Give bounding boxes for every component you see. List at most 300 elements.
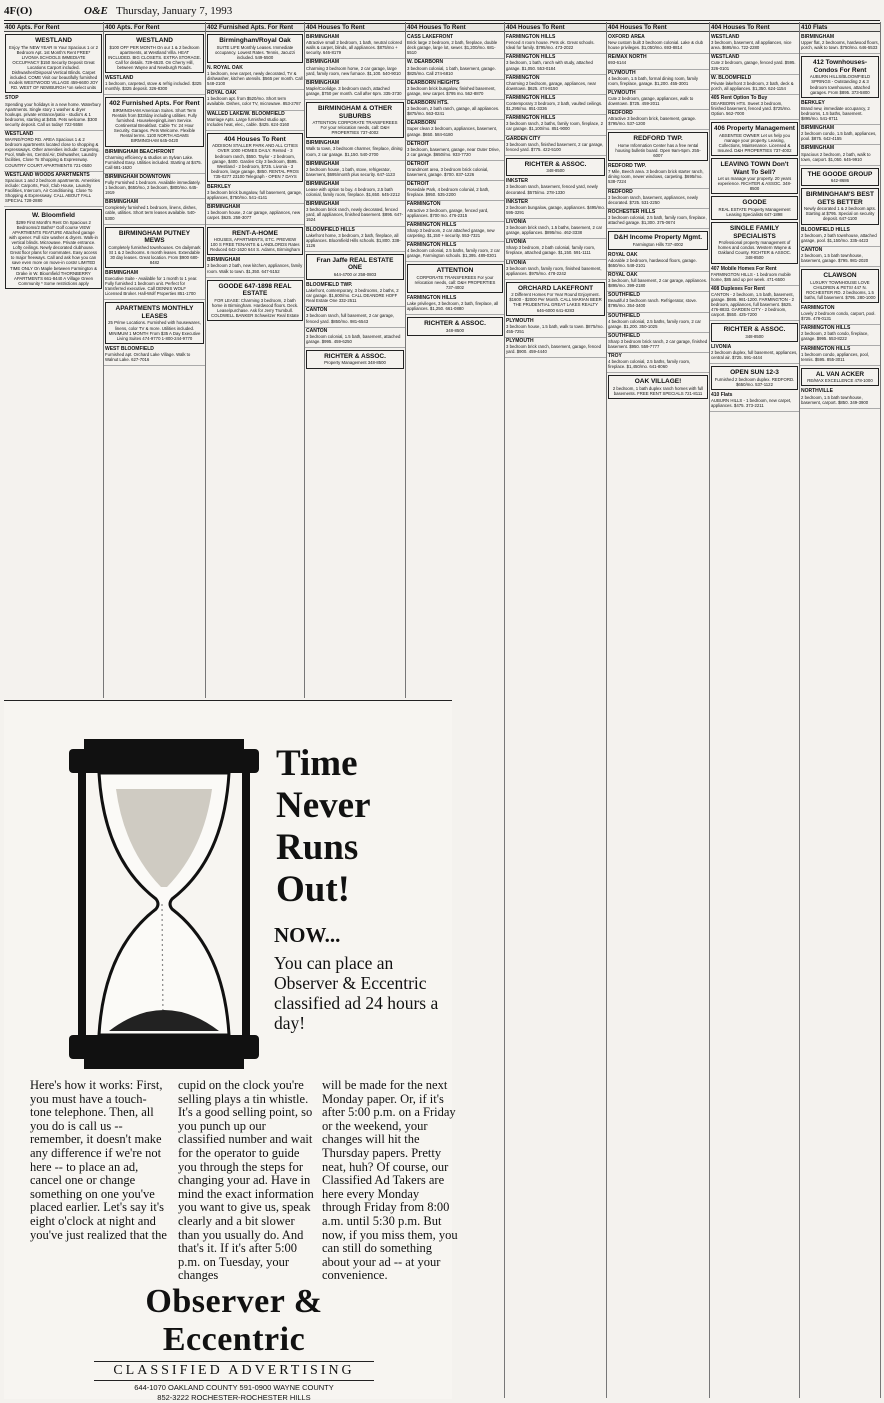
ad-text: Spacious 2 bedroom, 2 bath, walk to town, carport. $1,050. 645-9910 bbox=[801, 151, 871, 162]
ad-heading: RICHTER & ASSOC. bbox=[424, 320, 486, 328]
classified-ad bbox=[505, 34, 606, 54]
ad-text: 348-8500 bbox=[745, 333, 764, 339]
classified-ad bbox=[710, 392, 799, 412]
ad-heading: FARMINGTON HILLS bbox=[407, 221, 457, 228]
section-header: 404 Houses To Rent bbox=[305, 23, 405, 32]
ad-heading: RICHTER & ASSOC. bbox=[324, 352, 386, 360]
classified-ad bbox=[306, 254, 404, 280]
ad-heading: REDFORD TWP. bbox=[633, 135, 683, 143]
classified-ad bbox=[406, 34, 504, 59]
ad-text: Adorable 2 bedroom, hardwood floors, garage. $650/mo. 548-2101 bbox=[608, 257, 697, 268]
classified-ad bbox=[801, 269, 879, 303]
ad-text: Lease with option to buy. 4 bedroom, 2.5 bath colonial, family room, fireplace. $1,650. 645-2212 bbox=[306, 186, 400, 198]
classified-ad bbox=[305, 34, 405, 59]
ad-heading: FARMINGTON bbox=[407, 201, 441, 208]
ad-heading: BIRMINGHAM bbox=[801, 125, 835, 132]
ad-heading: PLYMOUTH bbox=[506, 337, 534, 344]
ad-text: ATTENTION CORPORATE TRANSFEREES For your relocation needs, call: D&H PROPERTIES 737-4002 bbox=[312, 120, 398, 136]
ad-heading: WESTLAND bbox=[5, 131, 34, 137]
ad-heading: FARMINGTON HILLS bbox=[506, 54, 556, 61]
classified-ad bbox=[607, 163, 709, 188]
ad-heading: BIRMINGHAM bbox=[105, 199, 139, 206]
classified-ad bbox=[506, 158, 605, 177]
ad-heading: 412 Townhouses-Condos For Rent bbox=[812, 59, 868, 74]
ad-text: 2 bedroom, 1 bath duplex ranch homes with full basements. FREE RENT SPECIALS 721-8111 bbox=[612, 385, 704, 396]
ad-text: Sharp 3 bedroom, 2 car attached garage, new carpeting. $1,150 + security. 553-7321 bbox=[407, 227, 495, 238]
ad-heading: RENT-A-HOME bbox=[232, 229, 278, 237]
ad-heading: CLAWSON bbox=[823, 272, 857, 280]
ad-text: 2 bedroom, 2 bath townhouse, attached garage, pool. $1,150/mo. 335-4423 bbox=[801, 232, 877, 243]
ad-heading: 402 Furnished Apts. For Rent bbox=[109, 100, 200, 108]
classified-ad bbox=[607, 313, 709, 333]
classified-column bbox=[505, 22, 607, 1398]
ad-text: Furnished apt. Orchard Lake Village. Walk to Walnut Lake. 627-7016 bbox=[105, 351, 191, 363]
ad-heading: 404 Houses To Rent bbox=[224, 135, 286, 143]
classified-ad bbox=[505, 75, 606, 95]
ad-heading: CASS LAKEFRONT bbox=[407, 34, 454, 41]
oe-logo bbox=[84, 1283, 384, 1402]
ad-text: Lake privileges, 3 bedroom, 2 bath, fireplace, all appliances. $1,250. 661-0880 bbox=[407, 301, 499, 312]
ad-heading: W. Bloomfield bbox=[32, 212, 75, 220]
classified-column bbox=[800, 22, 881, 1398]
ad-text: BIRMINGHAM American Suites. Short Term Rentals from $33/day including utilities. Fully furnished. Housekeeping/Linen Service. Continental Breakfast. Cable TV. 24 Hour Security. Garages. Pets Welcome. Flexible Rental terms. 1100 NORTH ADAMS BIRMINGHAM 645-0420 bbox=[112, 107, 197, 144]
ad-text: Upper flat, 2 bedrooms, hardwood floors, porch, walk to town. $750/mo. 646-5533 bbox=[801, 40, 879, 51]
ad-text: Charming 3 bedroom home, 2 car garage, large yard, family room, new furnace. $1,100. 540-9010 bbox=[306, 65, 401, 76]
classified-ad bbox=[505, 115, 606, 135]
promo-body-col1: Here's how it works: First, you must have a touch-tone telephone. Then, all you do is call us -- remember, it doesn't make any difference if we're not here -- to place an ad, cancel one or change something on one you've placed earlier. Let's say it's eight o'clock at night and you've just realized that the bbox=[30, 1078, 167, 1242]
ad-text: New custom built 3 bedroom colonial. Lake & club house privileges. $1,050/mo. 693-8814 bbox=[608, 40, 704, 51]
classified-ad bbox=[800, 145, 880, 165]
ad-heading: LEAVING TOWN Don't Want To Sell? bbox=[720, 161, 789, 176]
ad-text: 4 bedroom colonial, 2.5 baths, family room, 2 car garage. $1,200. 350-1025 bbox=[608, 318, 701, 329]
ad-heading: BIRMINGHAM bbox=[207, 204, 241, 211]
classified-ad bbox=[711, 122, 798, 156]
classified-ad bbox=[207, 133, 303, 182]
promo-headline bbox=[276, 743, 446, 911]
ad-text: Furnished 2 bedroom duplex. REDFORD. $650/mo. 537-1122 bbox=[714, 376, 795, 387]
section-header: 400 Apts. For Rent bbox=[4, 23, 103, 32]
classified-ad bbox=[104, 75, 205, 95]
ad-heading: WESTLAND WOODS APARTMENTS bbox=[5, 171, 90, 178]
ad-heading: BERKLEY bbox=[801, 99, 825, 106]
classified-ad bbox=[505, 199, 606, 219]
ad-text: Sharp 3 bedroom brick ranch, 2 car garage, finished basement. $950. 559-7777 bbox=[608, 338, 708, 350]
ad-text: 2 bedroom bungalow, garage, appliances. $495/mo. 595-3291 bbox=[506, 204, 605, 215]
ad-heading: ROYAL OAK bbox=[207, 90, 237, 97]
classified-ad bbox=[406, 120, 504, 140]
classified-ad bbox=[104, 174, 205, 199]
ad-text: FARMINGTON HILLS - 1 bedroom mobile home, $85 and up per week. 471-6500 bbox=[711, 271, 791, 282]
classified-ad bbox=[505, 318, 606, 338]
classified-ad bbox=[800, 305, 880, 325]
classified-ad bbox=[505, 95, 606, 115]
ad-text: 2 bedroom, 2 bath condo, fireplace, garage. $995. 553-8222 bbox=[801, 331, 869, 342]
ad-heading: INKSTER bbox=[506, 178, 528, 185]
ad-heading: INKSTER bbox=[506, 198, 528, 205]
classified-ad bbox=[608, 231, 708, 250]
ad-heading: LIVONIA bbox=[711, 343, 732, 350]
ad-text: 3 bedroom ranch, finished basement, 2 car garage, fenced yard. $775. 422-5100 bbox=[506, 141, 604, 152]
ad-text: Newly decorated 1 & 2 bedroom apts. Starting at $795. Special on security deposit. 647-1100 bbox=[804, 206, 876, 222]
ad-text: $299 First Month's Rent On Spacious 2 Bedrooms/2 Baths!* Golf course VIEW APARTMENTS FEATURE Attached garage with opener. Full size washer & dryers. Walk-in vertical blinds. Microwave. Private entrance. Lofty ceilings. Newly decorated clubhouse. Great floor plans for roommates. Easy access to major freeways. Call and ask how you can save even more on move-in costs! LIMITED TIME ONLY On Maple between Farmington & Drake in W. Bloomfield THORNBERRY APARTMENTS 661-8440 A Village Green Community * Some restrictions apply bbox=[9, 219, 98, 286]
classified-ad bbox=[406, 222, 504, 242]
headline-word: Out! bbox=[276, 869, 350, 910]
ad-text: Cute 2 bedroom, garage, fenced yard. $595. 326-0101 bbox=[711, 60, 796, 71]
ad-heading: BIRMINGHAM bbox=[801, 34, 835, 41]
ad-text: 348-8500 bbox=[445, 327, 465, 333]
ad-heading: ROCHESTER HILLS bbox=[608, 208, 656, 215]
ad-heading: CANTON bbox=[306, 307, 328, 314]
ad-heading: WESTLAND bbox=[136, 37, 173, 45]
classified-ad bbox=[506, 282, 605, 316]
ad-text: Completely furnished townhouses. On dailymark St 1 & 2 bedrooms. 6 month leases. Extendable 30 day leases. Great location. From $900 680-8482 bbox=[108, 244, 201, 265]
ad-text: 642-8686 bbox=[830, 178, 850, 184]
classified-ad bbox=[505, 54, 606, 74]
classified-ad bbox=[505, 178, 606, 198]
ad-heading: PLYMOUTH bbox=[608, 69, 636, 76]
classified-ad bbox=[505, 136, 606, 156]
ad-text: 3 bedroom ranch, full basement, 2 car garage, fenced yard. $850/mo. 981-6543 bbox=[306, 313, 395, 324]
ad-text: Charming 2 bedroom, garage, appliances, near downtown. $625. 474-8150 bbox=[506, 80, 597, 91]
classified-ad bbox=[607, 110, 709, 130]
ad-text: 3 bedroom colonial, 1.5 bath, basement, attached garage. $995. 459-6250 bbox=[306, 333, 401, 344]
ad-text: 3 bedroom colonial, 1 bath, basement, garage. $825/mo. Call 274-6810 bbox=[407, 65, 496, 76]
classified-ad bbox=[206, 257, 304, 277]
classified-ad bbox=[207, 280, 303, 321]
ad-text: 693-6144 bbox=[608, 60, 627, 66]
classified-ad bbox=[207, 34, 303, 63]
ad-heading: BLOOMFIELD HILLS bbox=[306, 226, 355, 233]
ad-text: 3 bedroom brick ranch, newly decorated, fenced yard, all appliances, finished basement. $895. 647-1524 bbox=[306, 207, 403, 223]
ad-text: Property Management 348-8500 bbox=[324, 360, 386, 366]
classified-ad bbox=[801, 56, 879, 97]
ad-heading: OPEN SUN 12-3 bbox=[730, 369, 779, 377]
ad-text: 2 bedroom condo, 1.5 bath, appliances, pool. $875. 642-4155 bbox=[801, 131, 877, 142]
ad-text: 3 bedroom, basement, all appliances, nice area. $695/mo. 722-2280 bbox=[711, 40, 792, 51]
ad-heading: BIRMINGHAM & OTHER SUBURBS bbox=[317, 105, 393, 120]
ad-text: 3 bedroom, 2 bath ranch, garage, all appliances. $875/mo. 563-0241 bbox=[407, 106, 500, 117]
classified-ad bbox=[608, 375, 708, 399]
classified-ad bbox=[407, 317, 503, 336]
promo-subhead: You can place an Observer & Eccentric classified ad 24 hours a day! bbox=[274, 953, 439, 1033]
page-masthead bbox=[4, 4, 880, 21]
ad-heading: DEARBORN HTS. bbox=[407, 100, 449, 107]
page-number: 4F(O) bbox=[4, 5, 33, 17]
classified-ad bbox=[607, 252, 709, 272]
ad-heading: LIVONIA bbox=[506, 218, 527, 225]
classified-ad bbox=[104, 346, 205, 366]
ad-heading: ROYAL OAK bbox=[608, 272, 638, 278]
classified-ad bbox=[406, 161, 504, 181]
ad-heading: 408 Duplexes For Rent bbox=[711, 285, 765, 292]
ad-heading: RICHTER & ASSOC. bbox=[723, 326, 786, 334]
ad-text: 3 bedroom house, 1.5 bath, walk to town. $875/mo. 455-7251 bbox=[506, 323, 604, 334]
ad-heading: BIRMINGHAM bbox=[306, 79, 340, 86]
classified-ad bbox=[800, 247, 880, 267]
classified-ad bbox=[607, 70, 709, 90]
classified-ad bbox=[505, 239, 606, 259]
ad-heading: BIRMINGHAM bbox=[306, 180, 340, 187]
classified-ad bbox=[607, 54, 709, 69]
classified-ad bbox=[104, 199, 205, 224]
ad-heading: GARDEN CITY bbox=[506, 135, 541, 142]
ad-heading: 405 Rent Option To Buy bbox=[711, 94, 768, 101]
ad-text: Beautiful 3 bedroom ranch. Refrigerator, stove. $795/mo. 354-3400 bbox=[608, 298, 698, 309]
ad-text: 2 bedroom duplex, full basement, appliances, central air. $725. 591-4444 bbox=[711, 350, 798, 361]
ad-text: 4 bedroom colonial, 2.5 baths, family room, fireplace. $1,450/mo. 641-8060 bbox=[608, 359, 691, 370]
ad-text: Attractive small 2 bedroom, 1 bath, neutral colored walls & carpet, blinds, all appliances. $875/mo + security. 646-8179 bbox=[306, 40, 403, 56]
ad-heading: APARTMENTS MONTHLY LEASES bbox=[115, 305, 194, 320]
ad-text: HOUSES, APARTMENTS, ETC. PREVIEW 100 S FREE TENANTS & LANDLORDS Rates Reduced 642-1620 644 S. Adams, Birmingham bbox=[210, 237, 300, 253]
classified-ad bbox=[607, 209, 709, 229]
ad-text: 4 bedroom, 1.5 bath, formal dining room, family room, fireplace, garage. $1,200. 455-3001 bbox=[608, 75, 699, 86]
ad-heading: GOODE 647-1898 REAL ESTATE bbox=[218, 282, 292, 298]
ad-text: Completely furnished 1 bedroom, linens, dishes, cable, utilities. Short term leases available. 540-5300 bbox=[105, 205, 197, 221]
classified-ad bbox=[104, 270, 205, 300]
ad-heading: WESTLAND bbox=[711, 54, 740, 61]
classified-ad bbox=[305, 161, 405, 181]
ad-text: Spacious 1 and 2 bedroom apartments. Amenities include: Carports, Pool, Club House, Laundry Facilities, Intercom, Air Conditioning. Close To Shopping & Expressway. CALL ABOUT FALL SPECIAL 728-2880 bbox=[5, 177, 101, 204]
ad-heading: BIRMINGHAM DOWNTOWN bbox=[105, 173, 171, 180]
classified-ad bbox=[710, 34, 799, 54]
logo-subtitle: CLASSIFIED ADVERTISING bbox=[94, 1361, 374, 1381]
classified-ad bbox=[305, 328, 405, 348]
ad-heading: WESTLAND bbox=[35, 37, 72, 45]
ad-text: Marriage Apts. Large furnished studio apt. Includes heat, elec., cable. $425. 624-3160 bbox=[207, 116, 290, 127]
ad-text: AUBURN HILLS/BLOOMFIELD SPRINGS - Outstanding 2 & 3 bedroom townhouses, attached garages. From $895. 373-5800 bbox=[809, 74, 871, 95]
ad-text: 2 Different Homes For Year Round Enjoyment. $1600 - $2000 Per Month. CALL MARIAN BEER THE PRUDENTIAL GREAT LAKES REALTY 646-6000 641-8283 bbox=[509, 292, 602, 313]
classified-column bbox=[305, 22, 406, 698]
ad-heading: ORCHARD LAKEFRONT bbox=[517, 284, 594, 292]
ad-heading: BERKLEY bbox=[207, 183, 231, 190]
classified-ad bbox=[5, 34, 102, 93]
ad-heading: BLOOMFIELD TWP. bbox=[306, 282, 353, 288]
ad-heading: Birmingham/Royal Oak bbox=[219, 37, 291, 45]
classified-column bbox=[607, 22, 710, 1398]
promo-ad bbox=[4, 700, 458, 1402]
ad-heading: DETROIT bbox=[407, 160, 429, 167]
classified-ad bbox=[305, 307, 405, 327]
ad-heading: BIRMINGHAM'S BEST GETS BETTER bbox=[806, 191, 874, 206]
classified-ad bbox=[607, 353, 709, 373]
classified-ad bbox=[710, 95, 799, 120]
classified-ad bbox=[406, 141, 504, 161]
classified-column bbox=[710, 22, 800, 1398]
classified-ad bbox=[711, 222, 798, 263]
ad-heading: STOP bbox=[5, 95, 19, 102]
ad-text: 2 bedroom, 1.5 bath townhouse, basement, garage. $795. 981-2020 bbox=[801, 252, 869, 264]
ad-text: ABSENTEE OWNER Let us help you manage your property. Leasing, Collections, Maintenance. Licensed & Insured. D&H PROPERTIES 737-4002 bbox=[717, 132, 792, 154]
promo-body-col3: will be made for the next Monday paper. Or, if it's after 5:00 p.m. on a Friday or the weekend, your changes will hit the Thursday papers. Pretty neat, huh? Of course, our Classified Ad Takers are here every Monday through Friday from 8:00 a.m. until 5:30 p.m. But now, if you miss them, you can still do something about your ad -- at your convenience. bbox=[322, 1078, 458, 1283]
classified-ad bbox=[406, 181, 504, 201]
ad-text: CORPORATE TRANSFEREES For your relocation needs, call: D&H PROPERTIES 737-4002 bbox=[414, 274, 496, 290]
ad-text: AUBURN HILLS - 1 bedroom, new carpet, appliances. $475. 373-2211 bbox=[711, 398, 792, 409]
classified-ad bbox=[206, 184, 304, 204]
ad-heading: NORTHVILLE bbox=[801, 388, 833, 395]
ad-heading: BIRMINGHAM bbox=[306, 34, 340, 41]
ad-text: Executive Suite - Available for 1 month to 1 year. Fully furnished 1 bedroom unit. Perfect for transferred executive. Call DENNIS WOLF Licensed Broker. Hall-Wolf Properties 851-1700 bbox=[105, 276, 198, 297]
ad-text: Cute 2 bedroom, garage, appliances, walk to downtown. $725. 459-2011 bbox=[608, 95, 694, 107]
classified-ad bbox=[407, 264, 503, 293]
ad-heading: DETROIT bbox=[407, 140, 429, 147]
ad-text: Lovely 2 bedroom condo, carport, pool. $725. 478-0131 bbox=[801, 311, 876, 322]
ad-text: CANTON - 2 bedroom, 1.5 bath, basement, garage. $695. 981-1200. FARMINGTON - 2 bedroom, appliances, full basement. $625. 476-8833. GARDEN CITY - 2 bedroom, carport. $550. 425-7200 bbox=[711, 291, 795, 318]
ad-heading: FARMINGTON HILLS bbox=[407, 295, 457, 302]
ad-text: 3 bedroom brick ranch, 1.5 baths, basement, 2 car garage, appliances. $895/mo. 462-3338 bbox=[506, 225, 603, 236]
ad-text: Contemporary 3 bedroom, 2 bath, vaulted ceilings. $1,295/mo. 851-3336 bbox=[506, 101, 603, 112]
ad-text: 348-8500 bbox=[546, 168, 565, 174]
headline-word: Never bbox=[276, 785, 371, 826]
classified-ad bbox=[505, 260, 606, 280]
classified-ad bbox=[305, 59, 405, 79]
ad-heading: FARMINGTON HILLS bbox=[801, 325, 851, 332]
ad-text: 3 bedroom 2 bath, new kitchen, appliances, family room. Walk to town. $1,350. 647-5152 bbox=[207, 263, 303, 274]
classified-ad bbox=[206, 204, 304, 224]
classified-ad bbox=[505, 338, 606, 358]
section-header: 400 Apts. For Rent bbox=[104, 23, 205, 32]
classified-ad bbox=[5, 209, 102, 289]
ad-heading: SOUTHFIELD bbox=[608, 332, 640, 339]
ad-text: 1 bedroom house, 2 car garage, appliances, new carpet. $625. 258-3077 bbox=[207, 210, 301, 221]
classified-ad bbox=[800, 34, 880, 54]
classified-ad bbox=[306, 350, 404, 369]
ad-heading: OAK VILLAGE! bbox=[634, 378, 682, 386]
ad-text: Sharp 3 bedroom, 2 bath colonial, family room, fireplace, attached garage. $1,150. 591-1111 bbox=[506, 245, 596, 256]
hourglass-icon bbox=[64, 739, 264, 1069]
ad-heading: 410 Flats bbox=[711, 391, 733, 398]
classified-ad bbox=[206, 111, 304, 131]
ad-heading: REDFORD bbox=[608, 188, 633, 195]
section-header: 404 Houses To Rent bbox=[607, 23, 709, 32]
ad-heading: BIRMINGHAM bbox=[801, 145, 835, 152]
ad-heading: FARMINGTON HILLS bbox=[801, 345, 851, 352]
ad-text: Attractive 3 bedroom brick, basement, garage. $795/mo. 537-1200 bbox=[608, 116, 697, 127]
ad-heading: FARMINGTON HILLS bbox=[407, 242, 457, 248]
classified-ad bbox=[305, 181, 405, 201]
classified-ad bbox=[711, 366, 798, 390]
ad-text: REAL ESTATE Property Management Leasing Specialists 647-1898 bbox=[718, 206, 791, 218]
classified-ad bbox=[207, 227, 303, 256]
ad-text: Lakefront, contemporary, 3 bedrooms, 2 baths, 2 car garage. $1,600/mo. CALL DEANDRE HOFF Real Estate One 332-2511 bbox=[306, 288, 399, 304]
ad-text: Brand new, immediate occupancy, 2 bedrooms, 1.5 baths, basement. $895/mo. 541-8711 bbox=[801, 105, 870, 122]
ad-heading: SOUTHFIELD bbox=[608, 292, 640, 299]
ad-heading: D&H Income Property Mgmt. bbox=[613, 234, 703, 242]
ad-heading: TROY bbox=[608, 353, 622, 360]
ad-heading: REDFORD bbox=[608, 110, 633, 117]
ad-text: 3 bedroom ranch, basement, appliances, newly decorated. $725. 531-2250 bbox=[608, 194, 699, 205]
classified-ad bbox=[305, 201, 405, 226]
classified-ad bbox=[306, 102, 404, 138]
phone-line-1: 644-1070 OAKLAND COUNTY 591-0900 WAYNE COUNTY bbox=[134, 1383, 334, 1392]
classified-ad bbox=[711, 158, 798, 194]
ad-text: LUXURY TOWNHOUSE LOVE CHILDREN & PETS! 447 N. ROCHESTER RD. 2 bedrooms, 1.5 baths, full basement. $795. 280-1000 bbox=[804, 279, 876, 300]
classified-ad bbox=[4, 95, 103, 131]
ad-text: Spending your holidays in a new home. Waterbury Apartments. Single story 1 washer & dryer hookups. private entrance/patio - studio's & 1 bedrooms, starting at $455. Pets welcome. $300 security deposit. Call us today! 722-5558 bbox=[5, 101, 101, 127]
classified-ad bbox=[710, 54, 799, 74]
classified-ad bbox=[607, 189, 709, 209]
ad-heading: BIRMINGHAM PUTNEY MEWS bbox=[118, 229, 191, 245]
classified-ad bbox=[105, 34, 204, 73]
ad-text: 3 bedroom, full basement, 2 car garage, appliances. $895/mo. 399-2180 bbox=[608, 278, 708, 289]
ad-text: 3 bedroom ranch, 2 baths, family room, fireplace, 2 car garage. $1,100/mo. 851-9000 bbox=[506, 121, 603, 132]
ad-heading: FARMINGTON HILLS bbox=[506, 34, 556, 41]
classified-ad bbox=[710, 344, 799, 364]
ad-text: Home Information Center has a free rental housing bulletin board. Open 9am-5pm. 255-6007 bbox=[615, 142, 701, 159]
ad-text: 1 bedroom apt. from $520/mo. Short term available. Dishes, color TV, microwave. 853-2787 bbox=[207, 96, 301, 107]
ad-heading: W. BLOOMFIELD bbox=[711, 74, 752, 81]
ad-heading: CANTON bbox=[801, 246, 823, 253]
paper-name: O&E bbox=[84, 5, 108, 17]
ad-heading: DETROIT bbox=[407, 181, 429, 188]
ad-text: Lakefront home, 3 bedroom, 2 bath, fireplace, all appliances. Bloomfield Hills schools. $1,800. 338-1126 bbox=[306, 232, 401, 248]
section-header: 402 Furnished Apts. For Rent bbox=[206, 23, 304, 32]
ad-text: 3 bedroom, 1 bath, ranch with study, attached garage. $1,050. 553-0184 bbox=[506, 60, 593, 71]
classified-ad bbox=[800, 125, 880, 145]
classified-column bbox=[4, 22, 104, 698]
ad-heading: BIRMINGHAM bbox=[306, 160, 340, 167]
section-header: 404 Houses To Rent bbox=[505, 23, 606, 32]
classified-ad bbox=[105, 97, 204, 146]
ad-heading: LIVONIA bbox=[506, 239, 527, 246]
classified-ad bbox=[607, 333, 709, 353]
ad-heading: WALLED LAKE/W. BLOOMFIELD bbox=[207, 110, 285, 117]
classified-ad bbox=[305, 227, 405, 252]
classified-ad bbox=[206, 65, 304, 90]
classified-column bbox=[104, 22, 206, 698]
classified-ad bbox=[710, 266, 799, 286]
ad-heading: RICHTER & ASSOC. bbox=[524, 160, 587, 168]
ad-text: DEARBORN HTS. Sweet 3 bedroom, finished basement, fenced yard. $725/mo. Option. 562-7000 bbox=[711, 101, 792, 117]
classified-ad bbox=[607, 90, 709, 110]
section-header: 404 Houses To Rent bbox=[710, 23, 799, 32]
classified-ad bbox=[305, 80, 405, 100]
ad-heading: N. ROYAL OAK bbox=[207, 64, 243, 71]
ad-text: Super clean 2 bedroom, appliances, basement, garage. $650. 584-6180 bbox=[407, 126, 498, 137]
section-header: 404 Houses To Rent bbox=[406, 23, 504, 32]
ad-heading: BIRMINGHAM bbox=[306, 59, 340, 66]
ad-text: 1 bedroom, new carpet, newly decorated, TV & dishwasher, kitchen utensils. $565 per month. Call 548-2100 bbox=[207, 70, 303, 87]
ad-text: 1 bedroom condo, appliances, pool, tennis. $595. 855-3011 bbox=[801, 351, 870, 362]
ad-heading: BLOOMFIELD HILLS bbox=[801, 226, 850, 233]
ad-heading: RE/MAX NORTH bbox=[608, 54, 647, 61]
ad-text: RE/MAX EXCELLENCE 478-1000 bbox=[807, 378, 873, 384]
ad-text: 3 bedroom ranch, family room, finished basement, appliances. $975/mo. 478-2242 bbox=[506, 265, 602, 276]
classified-ad bbox=[406, 100, 504, 120]
ad-text: Private lakefront 3 bedroom, 2 bath, deck & porch, all appliances. $1,350. 624-1154 bbox=[711, 80, 794, 91]
ad-heading: ROYAL OAK bbox=[608, 251, 638, 258]
classified-ad bbox=[607, 292, 709, 312]
ad-text: Maple/Coolidge. 3 bedroom ranch, attached garage, $750 per month. Call after 6pm. 335-3730 bbox=[306, 85, 402, 96]
ad-heading: DEARBORN HEIGHTS bbox=[407, 79, 460, 86]
ad-heading: BIRMINGHAM bbox=[207, 257, 241, 264]
ad-heading: DEARBORN bbox=[407, 120, 436, 127]
ad-heading: WESTLAND bbox=[105, 75, 134, 82]
ad-text: 3 bedroom, basement, garage, near Outer Drive, 2 car garage. $650/mo. 933-7720 bbox=[407, 146, 500, 157]
ad-text: 1 bedroom, carpeted, stove & refrig included. $325 monthly. $325 deposit. 326-8300 bbox=[105, 81, 202, 92]
ad-text: Professional property management of homes and condos. Western Wayne & Oakland County. RICHTER & ASSOC. 348-8500 bbox=[717, 240, 792, 261]
ad-heading: GOODE bbox=[742, 199, 767, 207]
classified-ad bbox=[801, 188, 879, 224]
ad-heading: PLYMOUTH bbox=[506, 317, 534, 324]
ad-text: Fully Furnished 1 bedroom. Available immediately. 1 bedroom, $650/mo, 2 bedroom, $800/mo. 645-1919 bbox=[105, 179, 201, 196]
ad-text: Attractive 2 bedroom, garage, fenced yard, appliances. $700 mo. 476-2315 bbox=[407, 207, 489, 218]
ad-heading: WESTLAND bbox=[711, 34, 740, 41]
classified-ad bbox=[710, 286, 799, 322]
ad-text: Rosedale Park, 4 bedroom colonial, 2 bath, fireplace. $950. 535-2200 bbox=[407, 187, 490, 198]
ad-text: 3 bedroom ranch, basement, fenced yard, newly decorated. $575/mo. 278-1330 bbox=[506, 184, 598, 195]
section-header: 410 Flats bbox=[800, 23, 880, 32]
ad-text: 3 bedroom brick ranch, basement, garage, fenced yard. $900. 459-4440 bbox=[506, 344, 602, 355]
